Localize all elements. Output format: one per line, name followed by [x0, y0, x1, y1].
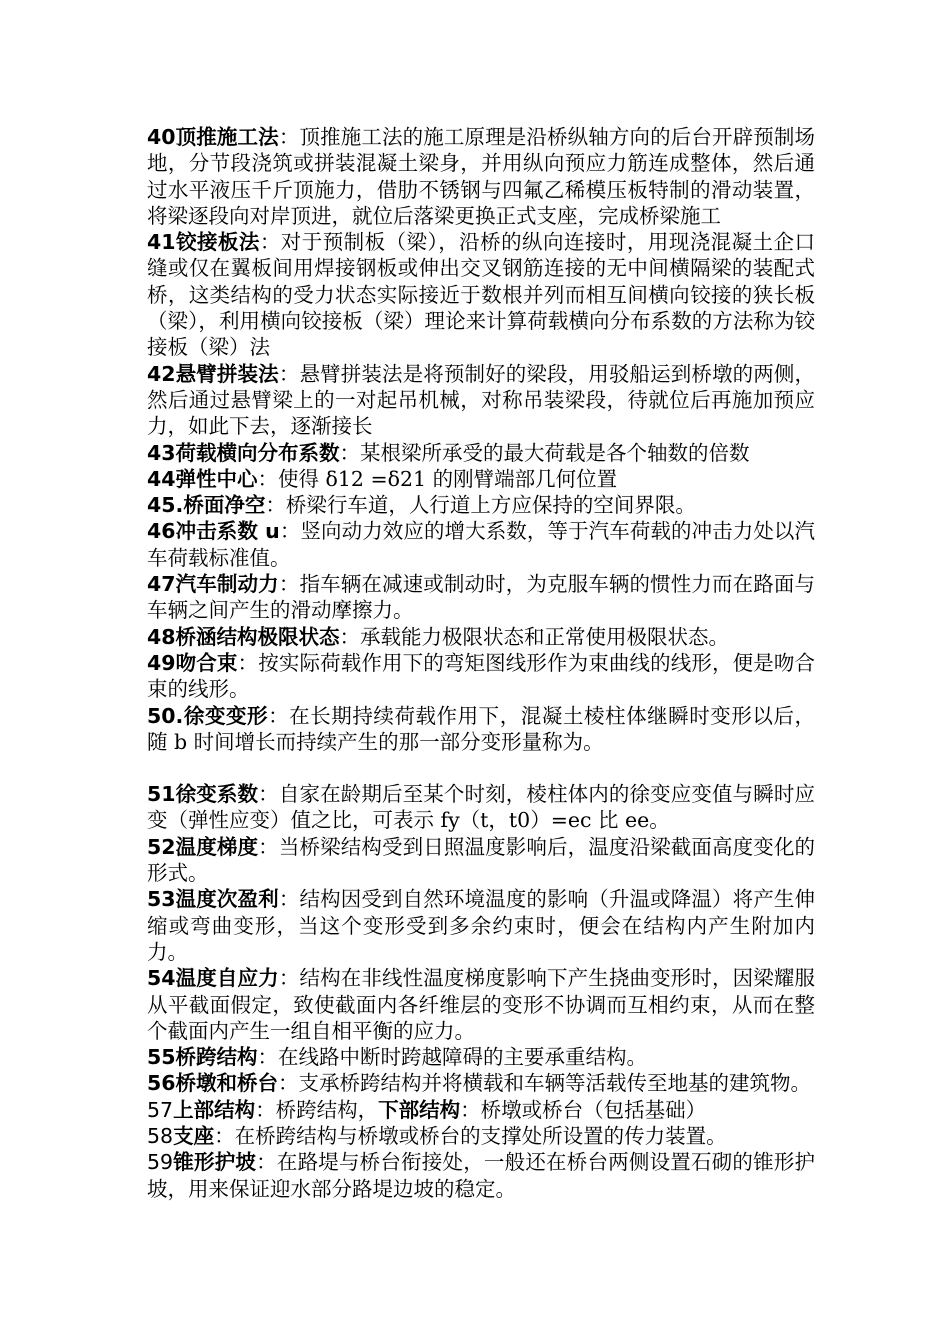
entry-number: 53 [147, 887, 176, 912]
entry-number: 48 [147, 624, 176, 649]
entry-term: 温度自应力 [175, 966, 279, 991]
entry-term: 支座 [173, 1123, 215, 1148]
document-page [147, 124, 815, 1202]
entry-56 [147, 1070, 815, 1096]
entry-number: 43 [147, 440, 176, 465]
entry-55 [147, 1044, 815, 1070]
entry-number: 59 [147, 1150, 174, 1175]
entry-number: 46 [147, 519, 176, 544]
entry-definition: 自家在龄期后至某个时刻，棱柱体内的徐变应变值与瞬时应变（弹性应变）值之比，可表示 fy（t，t0）=ec 比 ee。 [147, 782, 816, 833]
entry-separator: ： [339, 624, 361, 649]
entry-definition: 在线路中断时跨越障碍的主要承重结构。 [278, 1045, 648, 1070]
entry-number: 54 [147, 966, 176, 991]
entry-number: 52 [147, 834, 176, 859]
entry-definition: 按实际荷载作用下的弯矩图线形作为束曲线的线形，便是吻合束的线形。 [147, 650, 816, 702]
entry-definition: 顶推施工法的施工原理是沿桥纵轴方向的后台开辟预制场地，分节段浇筑或拼装混凝土梁身，并用纵向预应力筋连成整体，然后通过水平液压千斤顶施力，借肋不锈钢与四氟乙稀模压板特制的滑动装置，将梁逐段向对岸顶进，就位后落梁更换正式支座，完成桥梁施工 [147, 125, 816, 228]
entry-separator: ： [258, 834, 279, 859]
entry-separator: ： [278, 361, 300, 386]
blank-line [147, 755, 815, 781]
entry-number: 55 [147, 1045, 176, 1070]
entry-definition: 对于预制板（梁），沿桥的纵向连接时，用现浇混凝土企口缝或仅在翼板间用焊接钢板或伸出交叉钢筋连接的无中间横隔梁的装配式桥，这类结构的受力状态实际接近于数根并列而相互间横向铰接的狭长板（梁），利用横向铰接板（梁）理论来计算荷载横向分布系数的方法称为铰接板（梁）法 [147, 230, 816, 360]
entry-number: 41 [147, 230, 176, 255]
entry-separator: ： [278, 572, 300, 597]
entry-47 [147, 571, 815, 624]
entry-separator: ： [268, 703, 290, 728]
entry-separator: ： [257, 1045, 279, 1070]
entry-number: 49 [147, 650, 176, 675]
entry-definition: 桥跨结构， [275, 1097, 379, 1122]
entry-definition: 结构因受到自然环境温度的影响（升温或降温）将产生伸缩或弯曲变形，当这个变形受到多余约束时，便会在结构内产生附加内力。 [147, 887, 816, 964]
entry-definition: 支承桥跨结构并将横载和车辆等活载传至地基的建筑物。 [298, 1071, 812, 1096]
entry-separator: ： [265, 493, 286, 518]
entry-separator: ： [278, 966, 300, 991]
entry-term: 桥跨结构 [175, 1045, 258, 1070]
entry-separator: ： [259, 230, 281, 255]
entry-definition: 悬臂拼装法是将预制好的梁段，用驳船运到桥墩的两侧，然后通过悬臂梁上的一对起吊机械，对称吊装梁段，待就位后再施加预应力，如此下去，逐渐接长 [147, 361, 816, 439]
entry-51 [147, 781, 815, 834]
entry-44 [147, 466, 815, 492]
entry-definition: 结构在非线性温度梯度影响下产生挠曲变形时，因梁耀服从平截面假定，致使截面内各纤维层的变形不协调而互相约束，从而在整个截面内产生一组自相平衡的应力。 [147, 966, 816, 1043]
entry-separator: ： [339, 440, 361, 465]
entry-term: 铰接板法 [175, 230, 260, 255]
entry-term-secondary: 下部结构 [378, 1097, 461, 1122]
entry-separator: ： [278, 125, 300, 149]
entry-number: 47 [147, 572, 176, 597]
entry-42 [147, 361, 815, 440]
entry-52 [147, 834, 815, 887]
entry-separator: ： [237, 650, 259, 675]
entry-number: 45. [147, 493, 184, 518]
entry-57 [147, 1097, 815, 1123]
entry-term: 荷载横向分布系数 [175, 440, 340, 465]
entry-term: 徐变变形 [183, 703, 269, 728]
entry-term: 顶推施工法 [175, 125, 279, 149]
entry-separator: ： [257, 466, 279, 491]
entry-separator-secondary: ： [460, 1097, 481, 1122]
entry-number: 50. [147, 703, 184, 728]
entry-separator: ： [258, 782, 279, 807]
entry-definition: 在长期持续荷载作用下，混凝土棱柱体继瞬时变形以后，随 b 时间增长而持续产生的那一部分变形量称为。 [147, 703, 816, 754]
entry-46 [147, 518, 815, 571]
entry-definition: 承载能力极限状态和正常使用极限状态。 [360, 624, 730, 649]
entry-50 [147, 703, 815, 756]
entry-definition: 当桥梁结构受到日照温度影响后，温度沿梁截面高度变化的形式。 [147, 834, 816, 886]
entry-term: 锥形护坡 [173, 1150, 257, 1175]
entry-term: 桥涵结构极限状态 [175, 624, 340, 649]
entry-41 [147, 229, 815, 360]
entry-53 [147, 886, 815, 965]
entry-45 [147, 492, 815, 518]
entry-number: 42 [147, 361, 176, 386]
entry-number: 57 [147, 1097, 174, 1122]
entry-term: 汽车制动力 [175, 572, 279, 597]
entry-term: 温度次盈利 [175, 887, 279, 912]
entry-term: 吻合束 [175, 650, 238, 675]
entry-separator: ： [256, 1150, 277, 1175]
entry-definition: 桥梁行车道，人行道上方应保持的空间界限。 [285, 493, 696, 518]
entry-number: 44 [147, 466, 176, 491]
entry-number: 58 [147, 1123, 174, 1148]
entry-definition: 竖向动力效应的增大系数，等于汽车荷载的冲击力处以汽车荷载标准值。 [147, 519, 816, 570]
entry-separator: ： [278, 887, 300, 912]
entry-definition: 在路堤与桥台衔接处，一般还在桥台两侧设置石砌的锥形护坡，用来保证迎水部分路堤边坡的稳定。 [147, 1150, 816, 1201]
entry-term: 上部结构 [173, 1097, 256, 1122]
entry-definition: 在桥跨结构与桥墩或桥台的支撑处所设置的传力装置。 [234, 1123, 727, 1148]
entry-number: 40 [147, 125, 176, 149]
entry-number: 56 [147, 1071, 176, 1096]
entry-term: 悬臂拼装法 [175, 361, 279, 386]
entry-definition: 某根梁所承受的最大荷载是各个轴数的倍数 [360, 440, 750, 465]
entry-term: 桥面净空 [183, 493, 266, 518]
entry-separator: ： [255, 1097, 276, 1122]
entry-definition-secondary: 桥墩或桥台（包括基础） [480, 1097, 707, 1122]
entry-58 [147, 1123, 815, 1149]
entry-term: 徐变系数 [175, 782, 259, 807]
entry-49 [147, 650, 815, 703]
entry-number: 51 [147, 782, 176, 807]
entry-separator: ： [278, 1071, 299, 1096]
entry-separator: ： [214, 1123, 235, 1148]
entry-43 [147, 440, 815, 466]
entry-term: 温度梯度 [175, 834, 259, 859]
entry-separator: ： [279, 519, 301, 544]
entry-48 [147, 624, 815, 650]
entry-definition: 使得 δ12 =δ21 的刚臂端部几何位置 [278, 466, 618, 491]
entry-term: 弹性中心 [175, 466, 258, 491]
entry-term: 桥墩和桥台 [175, 1071, 279, 1096]
entry-term: 冲击系数 u [175, 519, 280, 544]
entry-59 [147, 1149, 815, 1202]
entry-40 [147, 124, 815, 229]
entry-54 [147, 965, 815, 1044]
entry-definition: 指车辆在减速或制动时，为克服车辆的惯性力而在路面与车辆之间产生的滑动摩擦力。 [147, 572, 816, 623]
